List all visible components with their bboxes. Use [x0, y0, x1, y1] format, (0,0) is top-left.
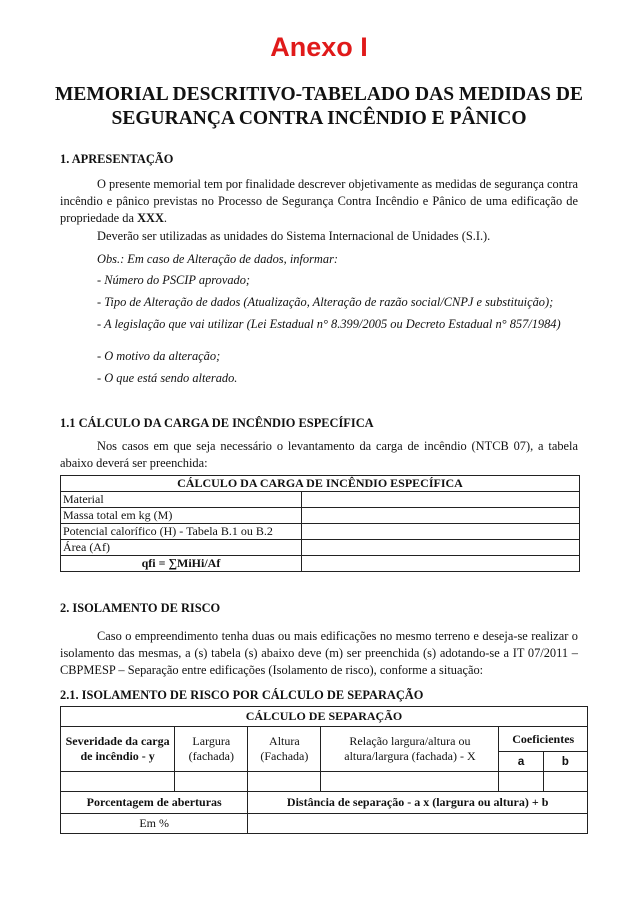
material-value-cell[interactable]: [302, 492, 580, 508]
obs-line: Obs.: Em caso de Alteração de dados, informar:: [97, 252, 339, 266]
table-row: [61, 524, 580, 540]
row-label-material: Material: [61, 492, 302, 508]
separation-table-title: CÁLCULO DE SEPARAÇÃO: [61, 707, 588, 727]
section-1-paragraph-1: [60, 176, 578, 227]
table-row: [61, 556, 580, 572]
header-altura: Altura (Fachada): [248, 727, 321, 772]
coef-a-input-cell[interactable]: [499, 772, 543, 792]
obs-item-2: - Tipo de Alteração de dados (Atualização, Alteração de razão social/CNPJ e substituição);: [97, 295, 554, 309]
obs-item-5: - O que está sendo alterado.: [97, 371, 238, 385]
annex-title: Anexo I: [270, 32, 368, 62]
table-row: [61, 792, 588, 814]
distancia-input-cell[interactable]: [248, 814, 588, 834]
table-row: [61, 492, 580, 508]
em-percent-label: Em %: [61, 814, 248, 834]
row-label-area: Área (Af): [61, 540, 302, 556]
section-1-1-heading: 1.1 CÁLCULO DA CARGA DE INCÊNDIO ESPECÍFICA: [60, 416, 374, 430]
header-severidade: Severidade da carga de incêndio - y: [61, 727, 175, 772]
row-label-potencial: Potencial calorífico (H) - Tabela B.1 ou B.2: [61, 524, 302, 540]
section-1-heading: 1. APRESENTAÇÃO: [60, 152, 174, 166]
header-coef-a: a: [499, 752, 543, 772]
paragraph-1-end: .: [163, 211, 168, 225]
fire-load-table-title: CÁLCULO DA CARGA DE INCÊNDIO ESPECÍFICA: [61, 476, 580, 492]
row-label-massa: Massa total em kg (M): [61, 508, 302, 524]
largura-input-cell[interactable]: [175, 772, 248, 792]
paragraph-1-text: O presente memorial tem por finalidade descrever objetivamente as medidas de segurança contra incêndio e pânico previstas no Processo de Segurança Contra Incêndio e Pânico de uma edificação de propriedade da: [60, 177, 578, 225]
obs-item-3: - A legislação que vai utilizar (Lei Estadual n° 8.399/2005 ou Decreto Estadual n° 857/1984): [97, 317, 561, 331]
severidade-input-cell[interactable]: [61, 772, 175, 792]
area-value-cell[interactable]: [302, 540, 580, 556]
altura-input-cell[interactable]: [248, 772, 321, 792]
fire-load-table: [60, 475, 580, 572]
section-1-1-paragraph: Nos casos em que seja necessário o levantamento da carga de incêndio (NTCB 07), a tabela abaixo deverá ser preenchida:: [60, 439, 578, 470]
formula-cell: qfi = ∑MiHi/Af: [61, 556, 302, 572]
section-2-1-heading: 2.1. ISOLAMENTO DE RISCO POR CÁLCULO DE SEPARAÇÃO: [60, 688, 424, 702]
header-relacao: Relação largura/altura ou altura/largura (fachada) - X: [321, 727, 499, 772]
coef-b-input-cell[interactable]: [543, 772, 587, 792]
obs-item-1: - Número do PSCIP aprovado;: [97, 273, 251, 287]
separation-table: [60, 706, 588, 834]
distancia-label: Distância de separação - a x (largura ou altura) + b: [248, 792, 588, 814]
porcentagem-label: Porcentagem de aberturas: [61, 792, 248, 814]
formula-value-cell[interactable]: [302, 556, 580, 572]
table-row: [61, 814, 588, 834]
table-row: [61, 508, 580, 524]
section-1-paragraph-2: Deverão ser utilizadas as unidades do Sistema Internacional de Unidades (S.I.).: [97, 229, 491, 243]
header-coeficientes: Coeficientes: [499, 727, 588, 752]
table-row: [61, 772, 588, 792]
section-2-paragraph: Caso o empreendimento tenha duas ou mais edificações no mesmo terreno e deseja-se realizar o isolamento das mesmas, a (s) tabela (s) abaixo deve (m) ser preenchida (s) adotando-se a IT 07/2011 – CBPMESP – Separação entre edificações (Isolamento de risco), conforme a situação:: [60, 629, 578, 677]
obs-item-4: - O motivo da alteração;: [97, 349, 221, 363]
owner-placeholder: XXX: [137, 211, 164, 225]
relacao-input-cell[interactable]: [321, 772, 499, 792]
potencial-value-cell[interactable]: [302, 524, 580, 540]
section-2-heading: 2. ISOLAMENTO DE RISCO: [60, 601, 221, 615]
header-largura: Largura (fachada): [175, 727, 248, 772]
main-title: MEMORIAL DESCRITIVO-TABELADO DAS MEDIDAS DE SEGURANÇA CONTRA INCÊNDIO E PÂNICO: [55, 84, 583, 129]
table-row: [61, 540, 580, 556]
massa-value-cell[interactable]: [302, 508, 580, 524]
header-coef-b: b: [543, 752, 587, 772]
